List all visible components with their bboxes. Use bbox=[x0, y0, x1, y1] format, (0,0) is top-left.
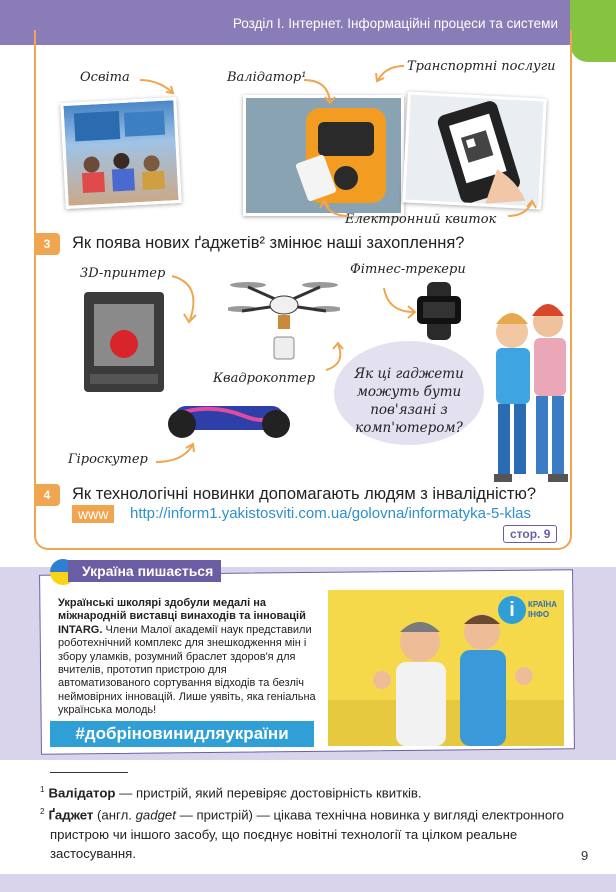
footnote-1-text: — пристрій, який перевіряє достовірність квитків. bbox=[115, 785, 422, 801]
arrow-fitness bbox=[380, 282, 420, 322]
hoverboard-image bbox=[164, 398, 294, 442]
label-quadcopter: Квадрокоптер bbox=[213, 371, 316, 386]
arrow-validator bbox=[300, 76, 340, 106]
resource-link[interactable]: http://inform1.yakistosviti.com.ua/golovna/informatyka-5-klas bbox=[130, 505, 531, 522]
logo-line-1: КРАЇНА bbox=[528, 600, 558, 609]
classroom-illustration bbox=[63, 100, 178, 206]
label-printer: 3D-принтер bbox=[80, 266, 166, 281]
chapter-title: Розділ І. Інтернет. Інформаційні процеси та системи bbox=[232, 16, 558, 31]
children-illustration bbox=[482, 300, 582, 488]
arrow-printer bbox=[168, 270, 208, 330]
label-transport: Транспортні послуги bbox=[407, 59, 556, 74]
page-reference: стор. 9 bbox=[503, 525, 557, 543]
www-badge: www bbox=[72, 505, 114, 523]
label-fitness: Фітнес-трекери bbox=[350, 262, 466, 277]
arrow-hoverboard bbox=[152, 440, 198, 466]
footnote-rule bbox=[50, 772, 128, 773]
question-3-text: Як поява нових ґаджетів² змінює наші захоплення? bbox=[72, 234, 465, 252]
printer-image bbox=[78, 288, 170, 400]
chapter-tab bbox=[570, 0, 616, 62]
page-number: 9 bbox=[581, 848, 589, 863]
footnote-2-term: Ґаджет bbox=[48, 807, 94, 823]
validator-device-illustration bbox=[246, 98, 401, 213]
speech-bubble-text: Як ці гаджети можуть бути пов'язані з комп'ютером? bbox=[354, 366, 464, 436]
footnote-2-text: — пристрій) — цікава технічна новинка у вигляді електронного пристрою чи іншого засобу, що поєднує новітні технології та цілком реальне застосування. bbox=[50, 807, 565, 861]
logo-line-2: ІНФО bbox=[528, 610, 550, 619]
fitness-tracker-image bbox=[413, 282, 465, 340]
transport-photo bbox=[402, 91, 547, 209]
education-photo bbox=[60, 97, 181, 209]
footnote-1-term: Валідатор bbox=[48, 785, 116, 801]
question-4-number: 4 bbox=[34, 484, 60, 506]
label-eticket: Електронний квиток bbox=[345, 212, 497, 227]
footnote-2 bbox=[40, 802, 570, 862]
news-body-text: Члени Малої академії наук представили роботехнічний комплекс для знешкодження мін і збору уламків, розумний браслет здоров'я для вчителів, прототип пристрою для автоматизованого сортування відходів та безліч неймовірних інновацій. Лише уявіть, яка геніальна українська молодь! bbox=[58, 623, 316, 717]
arrow-eticket bbox=[316, 198, 546, 222]
footnote-2-pre: (англ. bbox=[93, 807, 136, 823]
news-title: Україна пишається bbox=[68, 560, 221, 582]
footnote-1 bbox=[40, 780, 570, 802]
footnote-2-mark: 2 bbox=[40, 807, 45, 817]
label-hoverboard: Гіроскутер bbox=[68, 452, 148, 467]
bottom-band bbox=[0, 874, 616, 892]
label-validator: Валідатор¹ bbox=[227, 70, 307, 85]
news-bold-text: Українські школярі здобули медалі на міжнародній виставці винаходів та інновацій INTARG. bbox=[58, 597, 306, 636]
news-text bbox=[58, 597, 320, 718]
footnote-2-foreign: gadget bbox=[135, 807, 176, 823]
question-3-number: 3 bbox=[34, 233, 60, 255]
news-photo bbox=[328, 590, 564, 746]
arrow-transport bbox=[372, 62, 406, 84]
question-4-text: Як технологічні новинки допомагають людям з інвалідністю? bbox=[72, 485, 537, 503]
footnotes bbox=[40, 780, 570, 863]
kraina-info-logo bbox=[498, 594, 558, 630]
arrow-education bbox=[138, 74, 178, 98]
hashtag-banner: #добріновинидляукраїни bbox=[50, 721, 314, 747]
phone-qr-illustration bbox=[405, 95, 543, 207]
info-icon: i bbox=[498, 596, 526, 624]
label-education: Освіта bbox=[80, 70, 130, 85]
footnote-1-mark: 1 bbox=[40, 785, 45, 794]
